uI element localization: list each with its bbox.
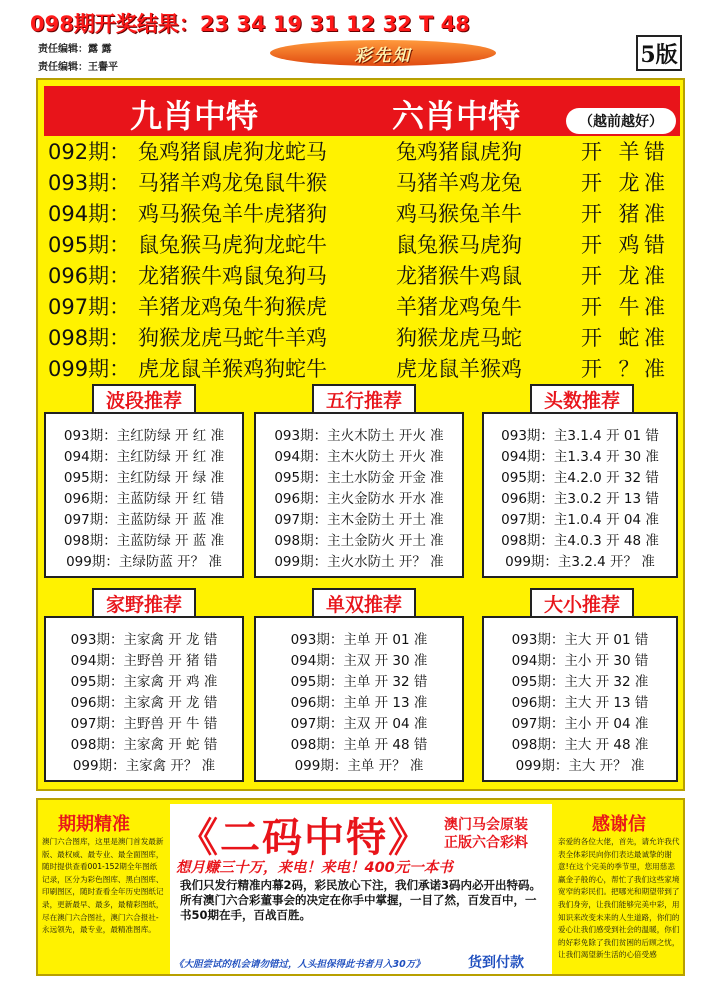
special-zodiac: 蛇 bbox=[618, 326, 640, 350]
six-zodiac: 鸡马猴兔羊牛 bbox=[396, 202, 522, 226]
section-row: 097期：主蓝防绿 开 蓝 准 bbox=[63, 512, 225, 528]
open-label: 开 bbox=[581, 171, 602, 195]
section-row: 093期：主家禽 开 龙 错 bbox=[70, 632, 218, 648]
section-row: 095期：主单 开 32 错 bbox=[290, 674, 428, 690]
special-zodiac: ？ bbox=[618, 357, 640, 381]
center-ad-side-2: 正版六合彩料 bbox=[444, 835, 528, 851]
cash-on-delivery-badge: 货到付款 bbox=[468, 955, 524, 971]
section-row: 095期：主大 开 32 准 bbox=[511, 674, 649, 690]
section-row: 098期：主土金防火 开土 准 bbox=[274, 533, 444, 549]
result-mark: 准 bbox=[644, 357, 665, 381]
section-box-domestic-wild bbox=[44, 616, 244, 782]
six-zodiac: 龙猪猴牛鸡鼠 bbox=[396, 264, 522, 288]
special-zodiac: 猪 bbox=[618, 202, 640, 226]
special-zodiac: 龙 bbox=[618, 264, 640, 288]
section-box-big-small bbox=[482, 616, 678, 782]
section-row: 099期：主大 开？ 准 bbox=[515, 758, 645, 774]
nine-zodiac: 兔鸡猪鼠虎狗龙蛇马 bbox=[138, 140, 327, 164]
left-panel-text: 澳门六合图库，这里是澳门首发最新版、最权威、最专业、最全面图库，随时提供查看001-152期全年图纸记录，区分为彩色图库、黑白图库、印刷图区，随时查看全年历史图纸记录，更新最早、最多，最精彩图纸，尽在澳门六合图社，澳门六合报社-永远领先，最专业，最精准图库。 bbox=[42, 837, 164, 935]
section-row: 099期：主火水防土 开？ 准 bbox=[274, 554, 444, 570]
section-row: 093期：主红防绿 开 红 准 bbox=[63, 428, 225, 444]
result-mark: 准 bbox=[644, 171, 665, 195]
result-mark: 准 bbox=[644, 295, 665, 319]
period-label: 096期： bbox=[48, 264, 131, 288]
section-title-five-elements: 五行推荐 bbox=[312, 384, 416, 414]
six-zodiac: 马猪羊鸡龙兔 bbox=[396, 171, 522, 195]
section-row: 099期：主家禽 开？ 准 bbox=[72, 758, 216, 774]
section-title-head-number: 头数推荐 bbox=[530, 384, 634, 414]
draw-result-title: 098期开奖结果：23 34 19 31 12 32 T 48 bbox=[30, 12, 470, 36]
result-mark: 错 bbox=[644, 233, 665, 257]
section-row: 096期：主火金防水 开水 准 bbox=[274, 491, 444, 507]
period-label: 093期： bbox=[48, 171, 131, 195]
open-label: 开 bbox=[581, 326, 602, 350]
section-row: 094期：主小 开 30 错 bbox=[511, 653, 649, 669]
section-row: 094期：主双 开 30 准 bbox=[290, 653, 428, 669]
special-zodiac: 龙 bbox=[618, 171, 640, 195]
six-zodiac: 兔鸡猪鼠虎狗 bbox=[396, 140, 522, 164]
section-row: 094期：主野兽 开 猪 错 bbox=[70, 653, 218, 669]
section-box-odd-even bbox=[254, 616, 464, 782]
section-row: 098期：主大 开 48 准 bbox=[511, 737, 649, 753]
section-row: 094期：主红防绿 开 红 准 bbox=[63, 449, 225, 465]
section-title-domestic-wild: 家野推荐 bbox=[92, 588, 196, 618]
main-panel bbox=[36, 78, 685, 791]
section-row: 096期：主家禽 开 龙 错 bbox=[70, 695, 218, 711]
section-row: 099期：主绿防蓝 开？ 准 bbox=[66, 554, 222, 570]
section-row: 094期：主木火防土 开火 准 bbox=[274, 449, 444, 465]
nine-zodiac: 羊猪龙鸡兔牛狗猴虎 bbox=[138, 295, 327, 319]
nine-zodiac: 马猪羊鸡龙兔鼠牛猴 bbox=[138, 171, 327, 195]
center-ad-note: 《大胆尝试的机会请勿错过，人头担保得此书者月入30万》 bbox=[174, 959, 425, 970]
banner-note: （越前越好） bbox=[566, 108, 676, 134]
open-label: 开 bbox=[581, 233, 602, 257]
result-mark: 准 bbox=[644, 326, 665, 350]
section-row: 093期：主火木防土 开火 准 bbox=[274, 428, 444, 444]
section-row: 098期：主蓝防绿 开 蓝 准 bbox=[63, 533, 225, 549]
section-row: 097期：主野兽 开 牛 错 bbox=[70, 716, 218, 732]
right-panel-title: 感谢信 bbox=[592, 814, 646, 835]
section-row: 096期：主蓝防绿 开 红 错 bbox=[63, 491, 225, 507]
center-ad-slogan: 想月赚三十万，来电！来电！400元一本书 bbox=[176, 860, 453, 876]
section-row: 096期：主大 开 13 错 bbox=[511, 695, 649, 711]
section-row: 098期：主家禽 开 蛇 错 bbox=[70, 737, 218, 753]
open-label: 开 bbox=[581, 295, 602, 319]
edition-badge: 5版 bbox=[636, 35, 682, 71]
section-row: 097期：主双 开 04 准 bbox=[290, 716, 428, 732]
banner bbox=[44, 86, 680, 136]
editor-line-1: 责任编辑：露 露 bbox=[38, 44, 112, 55]
nine-zodiac: 虎龙鼠羊猴鸡狗蛇牛 bbox=[138, 357, 327, 381]
section-row: 095期：主红防绿 开 绿 准 bbox=[63, 470, 225, 486]
section-row: 093期：主3.1.4 开 01 错 bbox=[501, 428, 659, 444]
period-label: 097期： bbox=[48, 295, 131, 319]
section-row: 097期：主小 开 04 准 bbox=[511, 716, 649, 732]
special-zodiac: 牛 bbox=[618, 295, 640, 319]
brand-logo bbox=[270, 40, 496, 66]
open-label: 开 bbox=[581, 202, 602, 226]
section-row: 095期：主土水防金 开金 准 bbox=[274, 470, 444, 486]
bottom-panel bbox=[36, 798, 685, 976]
banner-six-title: 六肖中特 bbox=[392, 97, 521, 135]
section-row: 098期：主单 开 48 错 bbox=[290, 737, 428, 753]
left-panel-title: 期期精准 bbox=[58, 814, 130, 835]
section-title-big-small: 大小推荐 bbox=[530, 588, 634, 618]
six-zodiac: 羊猪龙鸡兔牛 bbox=[396, 295, 522, 319]
special-zodiac: 羊 bbox=[618, 140, 640, 164]
nine-zodiac: 狗猴龙虎马蛇牛羊鸡 bbox=[138, 326, 327, 350]
section-box-five-elements bbox=[254, 412, 464, 578]
section-box-head-number bbox=[482, 412, 678, 578]
section-row: 093期：主单 开 01 准 bbox=[290, 632, 428, 648]
section-row: 098期：主4.0.3 开 48 准 bbox=[501, 533, 659, 549]
special-zodiac: 鸡 bbox=[618, 233, 640, 257]
banner-nine-title: 九肖中特 bbox=[130, 97, 259, 135]
brand-logo-text: 彩先知 bbox=[354, 45, 412, 66]
section-title-odd-even: 单双推荐 bbox=[312, 588, 416, 618]
section-row: 095期：主家禽 开 鸡 准 bbox=[70, 674, 218, 690]
period-label: 099期： bbox=[48, 357, 131, 381]
section-row: 096期：主单 开 13 准 bbox=[290, 695, 428, 711]
result-mark: 准 bbox=[644, 264, 665, 288]
open-label: 开 bbox=[581, 357, 602, 381]
center-ad-description: 我们只发行精准内幕2码，彩民放心下注，我们承诺3码内必开出特码。所有澳门六合彩董事会的决定在你手中掌握，一目了然，百发百中，一书50期在手，百战百胜。 bbox=[180, 878, 541, 922]
nine-zodiac: 龙猪猴牛鸡鼠兔狗马 bbox=[138, 264, 327, 288]
section-row: 095期：主4.2.0 开 32 错 bbox=[501, 470, 659, 486]
result-mark: 错 bbox=[644, 140, 665, 164]
section-row: 096期：主3.0.2 开 13 错 bbox=[501, 491, 659, 507]
six-zodiac: 鼠兔猴马虎狗 bbox=[396, 233, 522, 257]
result-mark: 准 bbox=[644, 202, 665, 226]
center-ad-title: 《二码中特》 bbox=[178, 814, 430, 861]
section-row: 097期：主1.0.4 开 04 准 bbox=[501, 512, 659, 528]
right-panel-text: 亲爱的各位大佬，首先，请允许我代表全体彩民向你们表达最诚挚的谢意!在这个完美的季节里，您用慈悲赢金子般的心，帮忙了我们这些家境宽窄的彩民们。把哪光和期望带到了我们身旁，让我们能够完美中彩，用知识来改变未来的人生道路，你们的爱心让我们感受到社会的温暖，你们的好彩免除了我们贫困的后顾之忧，让我们渴望新生活的心倍受感 bbox=[558, 837, 680, 960]
section-row: 099期：主单 开？ 准 bbox=[294, 758, 424, 774]
section-row: 093期：主大 开 01 错 bbox=[511, 632, 649, 648]
nine-zodiac: 鸡马猴兔羊牛虎猪狗 bbox=[138, 202, 327, 226]
section-row: 097期：主木金防土 开土 准 bbox=[274, 512, 444, 528]
section-box-wave bbox=[44, 412, 244, 578]
six-zodiac: 虎龙鼠羊猴鸡 bbox=[396, 357, 522, 381]
nine-zodiac: 鼠兔猴马虎狗龙蛇牛 bbox=[138, 233, 327, 257]
period-label: 092期： bbox=[48, 140, 131, 164]
period-label: 094期： bbox=[48, 202, 131, 226]
section-row: 094期：主1.3.4 开 30 准 bbox=[501, 449, 659, 465]
open-label: 开 bbox=[581, 264, 602, 288]
open-label: 开 bbox=[581, 140, 602, 164]
six-zodiac: 狗猴龙虎马蛇 bbox=[396, 326, 522, 350]
section-title-wave: 波段推荐 bbox=[92, 384, 196, 414]
period-label: 095期： bbox=[48, 233, 131, 257]
center-ad-side-1: 澳门马会原装 bbox=[444, 817, 528, 833]
period-label: 098期： bbox=[48, 326, 131, 350]
center-ad-panel bbox=[170, 804, 552, 974]
editor-line-2: 责任编辑：王譽平 bbox=[38, 62, 118, 73]
section-row: 099期：主3.2.4 开？ 准 bbox=[505, 554, 655, 570]
